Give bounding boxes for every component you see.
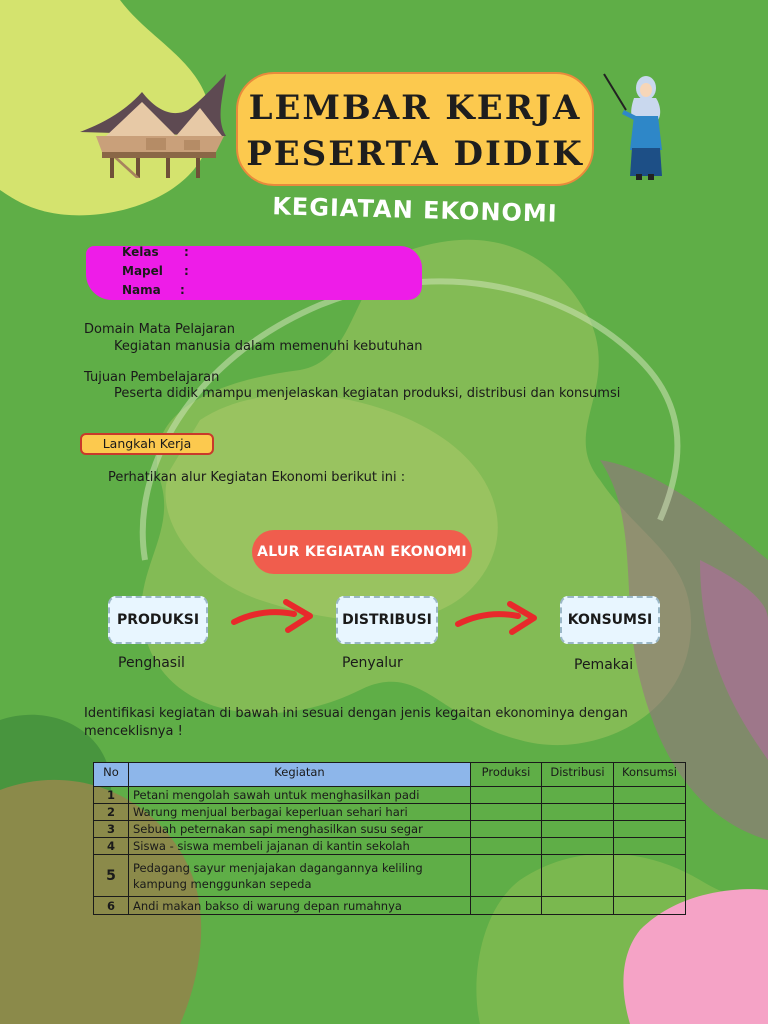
flow-box-distribusi: DISTRIBUSI: [336, 596, 438, 644]
tujuan-text: Peserta didik mampu menjelaskan kegiatan produksi, distribusi dan konsumsi: [114, 386, 621, 401]
checkbox-cell-produksi[interactable]: [471, 838, 542, 855]
table-row: [94, 855, 686, 897]
page-title-line1: LEMBAR KERJA: [248, 88, 582, 128]
checkbox-cell-produksi[interactable]: [471, 855, 542, 897]
checkbox-cell-distribusi[interactable]: [542, 787, 614, 804]
flow-label-pemakai: Pemakai: [574, 657, 634, 673]
ident-colon: :: [184, 245, 189, 259]
table-row: [94, 804, 686, 821]
checkbox-cell-konsumsi[interactable]: [614, 897, 686, 915]
table-header-kegiatan: Kegiatan: [129, 763, 471, 787]
table-row: [94, 838, 686, 855]
activity-table: [93, 762, 686, 915]
ident-label-kelas: Kelas: [122, 245, 159, 259]
checkbox-cell-konsumsi[interactable]: [614, 838, 686, 855]
checkbox-cell-konsumsi[interactable]: [614, 787, 686, 804]
table-header-no: No: [94, 763, 129, 787]
row-number: 1: [94, 787, 129, 804]
checkbox-cell-konsumsi[interactable]: [614, 804, 686, 821]
arrow-right-icon: [454, 600, 538, 636]
traditional-house-icon: [76, 70, 234, 182]
flow-box-produksi: PRODUKSI: [108, 596, 208, 644]
checkbox-cell-konsumsi[interactable]: [614, 855, 686, 897]
checkbox-cell-produksi[interactable]: [471, 821, 542, 838]
row-number: 2: [94, 804, 129, 821]
page-subtitle: KEGIATAN EKONOMI: [271, 192, 559, 228]
page-title-line2: PESERTA DIDIK: [246, 134, 584, 174]
checkbox-cell-distribusi[interactable]: [542, 897, 614, 915]
table-header-produksi: Produksi: [471, 763, 542, 787]
identifikasi-text-line1: Identifikasi kegiatan di bawah ini sesuai dengan jenis kegaitan ekonominya dengan: [84, 706, 628, 721]
domain-heading: Domain Mata Pelajaran: [84, 322, 236, 337]
checkbox-cell-produksi[interactable]: [471, 804, 542, 821]
flow-label-penyalur: Penyalur: [342, 655, 403, 671]
table-row: [94, 787, 686, 804]
arrow-right-icon: [230, 598, 314, 634]
checkbox-cell-distribusi[interactable]: [542, 838, 614, 855]
row-kegiatan: Warung menjual berbagai keperluan sehari hari: [129, 804, 471, 821]
table-row: [94, 897, 686, 915]
domain-text: Kegiatan manusia dalam memenuhi kebutuhan: [114, 339, 423, 354]
tujuan-heading: Tujuan Pembelajaran: [84, 370, 220, 385]
checkbox-cell-produksi[interactable]: [471, 787, 542, 804]
table-row: [94, 821, 686, 838]
row-kegiatan: Sebuah peternakan sapi menghasilkan susu segar: [129, 821, 471, 838]
ident-colon: :: [184, 264, 189, 278]
title-box: [236, 72, 594, 186]
langkah-kerja-badge: Langkah Kerja: [80, 433, 214, 455]
checkbox-cell-distribusi[interactable]: [542, 855, 614, 897]
flow-label-penghasil: Penghasil: [118, 655, 185, 671]
row-kegiatan: Andi makan bakso di warung depan rumahnya: [129, 897, 471, 915]
row-kegiatan: Pedagang sayur menjajakan dagangannya keliling kampung menggunkan sepeda: [129, 855, 471, 897]
table-header-konsumsi: Konsumsi: [614, 763, 686, 787]
identifikasi-text-line2: menceklisnya !: [84, 724, 183, 739]
alur-title: ALUR KEGIATAN EKONOMI: [252, 530, 472, 574]
teacher-icon: [600, 70, 670, 184]
row-kegiatan: Siswa - siswa membeli jajanan di kantin sekolah: [129, 838, 471, 855]
ident-label-mapel: Mapel: [122, 264, 163, 278]
row-number: 5: [94, 855, 129, 897]
ident-label-nama: Nama: [122, 283, 161, 297]
row-kegiatan: Petani mengolah sawah untuk menghasilkan padi: [129, 787, 471, 804]
checkbox-cell-distribusi[interactable]: [542, 804, 614, 821]
checkbox-cell-produksi[interactable]: [471, 897, 542, 915]
checkbox-cell-distribusi[interactable]: [542, 821, 614, 838]
row-number: 3: [94, 821, 129, 838]
checkbox-cell-konsumsi[interactable]: [614, 821, 686, 838]
table-header-distribusi: Distribusi: [542, 763, 614, 787]
row-number: 6: [94, 897, 129, 915]
identity-strip: [86, 246, 422, 300]
ident-colon: :: [180, 283, 185, 297]
flow-box-konsumsi: KONSUMSI: [560, 596, 660, 644]
instruction-text: Perhatikan alur Kegiatan Ekonomi berikut ini :: [108, 470, 406, 485]
row-number: 4: [94, 838, 129, 855]
